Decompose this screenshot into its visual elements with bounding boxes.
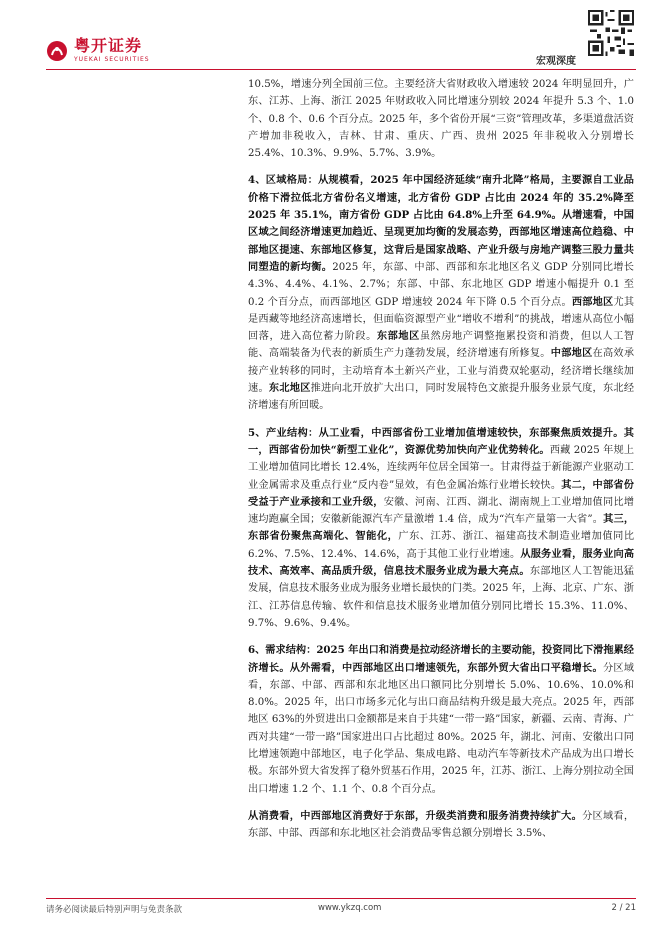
footer-website: www.ykzq.com — [318, 903, 382, 913]
text-run: 分区域看，东部、中部、西部和东北地区出口额同比分别增长 5.0%、10.6%、10.0%和 8.0%。2025 年，出口市场多元化与出口商品结构升级是最大亮点。2025 年，西部地区 63%的外贸进出口金额都是来自于共建“一带一路”国家，新疆、云南、青海、广西对共建“一带一路”国家进出口占比超过 80%。2025 年，湖北、河南、安徽出口同比增速领跑中部地区，电子化学品、集成电路、电动汽车等新技术产品成为出口增长极。东部外贸大省发挥了稳外贸基石作用，2025 年，江苏、浙江、上海分别拉动全国出口增速 1.2 个、1.1 个、0.8 个百分点。 — [248, 662, 635, 795]
qr-code-icon — [588, 10, 634, 56]
bold-text-run: 从消费看，中西部地区消费好于东部，升级类消费和服务消费持续扩大。 — [248, 809, 583, 822]
bold-text-run: 从服务业看，服务业向高技术、高效率、高品质升级，信息技术服务业成为最大亮点。 — [248, 547, 635, 578]
company-logo — [46, 38, 150, 63]
text-run: 在高效承接产业转移的同时，主动培育本土新兴产业，工业与消费双轮驱动，经济增长继续加速。 — [248, 348, 635, 395]
footer-disclaimer: 请务必阅读最后特别声明与免责条款 — [46, 905, 183, 915]
bold-text-run: 6、需求结构：2025 年出口和消费是拉动经济增长的主要动能，投资同比下滑拖累经济增长。从外需看，中西部地区出口增速领先，东部外贸大省出口平稳增长。 — [248, 644, 634, 674]
body-paragraph — [248, 642, 634, 798]
body-paragraph — [248, 808, 634, 843]
body-paragraph — [248, 76, 634, 162]
bold-text-run: 4、区域格局：从规模看，2025 年中国经济延续“南升北降”格局，主要源自工业品价格下滑拉低北方省份名义增速，北方省份 GDP 占比由 2024 年的 35.2%降至 2025 年 35.1%，南方省份 GDP 占比由 64.8%上升至 64.9%。从增速看，中国区域之间经济增速更加趋近、呈现更加均衡的发展态势，西部地区增速高位趋稳、中部地区提速、东部地区修复，这背后是国家战略、产业升级与房地产调整三股力量共同塑造的新均衡。 — [248, 174, 634, 273]
text-run: 尤其是西藏等地经济高速增长，但面临资源型产业“增收不增利”的挑战，增速从高位小幅回落，进入高位蓄力阶段。 — [248, 296, 635, 343]
text-run: 安徽、河南、江西、湖北、湖南规上工业增加值同比增速均跑赢全国；安徽新能源汽车产量激增 1.4 倍，成为“汽车产量第一大省”。 — [248, 496, 635, 526]
bold-text-run: 中部地区 — [550, 347, 593, 360]
yuekai-logo-icon — [46, 40, 68, 62]
text-run: 广东、江苏、浙江、福建高技术制造业增加值同比 6.2%、7.5%、12.4%、14.6%，高于其他工业行业增速。 — [248, 531, 635, 560]
report-body — [248, 76, 634, 852]
body-paragraph — [248, 172, 634, 414]
body-paragraph — [248, 425, 634, 633]
bold-text-run: 东北地区 — [268, 382, 311, 395]
text-run: 东部地区人工智能迅猛发展，信息技术服务业成为服务业增长最快的门类。2025 年，上海、北京、广东、浙江、江苏信息传输、软件和信息技术服务业增加值分别同比增长 15.3%、11.0%、9.7%、9.6%、9.4%。 — [248, 566, 634, 629]
report-type-label: 宏观深度 — [536, 56, 576, 67]
bold-text-run: 其三，东部省份聚焦高端化、智能化， — [248, 513, 635, 543]
text-run: 分区域看，东部、中部、西部和东北地区社会消费品零售总额分别增长 3.5%、 — [248, 810, 635, 840]
footer-divider — [46, 898, 636, 899]
header-divider — [46, 69, 636, 70]
text-run: 2025 年，东部、中部、西部和东北地区名义 GDP 分别同比增长 4.3%、4.4%、4.1%、2.7%；东部、中部、东北地区 GDP 增速小幅提升 0.1 至 0.2 个百分点，而西部地区 GDP 增速较 2024 年下降 0.5 个百分点。 — [248, 261, 634, 308]
page-number: 2 / 21 — [611, 903, 636, 913]
bold-text-run: 东部地区 — [376, 330, 420, 343]
text-run: 西藏 2025 年规上工业增加值同比增长 12.4%，连续两年位居全国第一。甘肃得益于新能源产业驱动工业金属需求及重点行业“反内卷”显效，有色金属冶炼行业增长较快。 — [248, 444, 635, 491]
logo-chinese-name: 粤开证券 — [74, 36, 143, 55]
page-header — [0, 0, 662, 74]
page-footer — [46, 898, 636, 918]
text-run: 推进向北开放扩大出口，同时发展特色文旅提升服务业景气度，东北经济增速有所回暖。 — [248, 383, 635, 412]
text-run: 10.5%，增速分列全国前三位。主要经济大省财政收入增速较 2024 年明显回升，广东、江苏、上海、浙江 2025 年财政收入同比增速分别较 2024 年提升 5.3 个、1.0 个、0.8 个、0.6 个百分点。2025 年，多个省份开展“三资”管理改革，多渠道盘活资产增加非税收入，吉林、甘肃、重庆、广西、贵州 2025 年非税收入分别增长 25.4%、10.3%、9.9%、5.7%、3.9%。 — [248, 79, 634, 160]
logo-english-name: YUEKAI SECURITIES — [74, 56, 150, 63]
bold-text-run: 5、产业结构：从工业看，中西部省份工业增加值增速较快，东部聚焦质效提升。其一，西部省份加快“新型工业化”，资源优势加快向产业优势转化。 — [248, 426, 634, 456]
bold-text-run: 西部地区 — [571, 295, 614, 308]
bold-text-run: 其二，中部省份受益于产业承接和工业升级， — [248, 478, 634, 508]
text-run: 虽然房地产调整拖累投资和消费，但以人工智能、高端装备为代表的新质生产力蓬勃发展，经济增速有所修复。 — [248, 331, 635, 360]
